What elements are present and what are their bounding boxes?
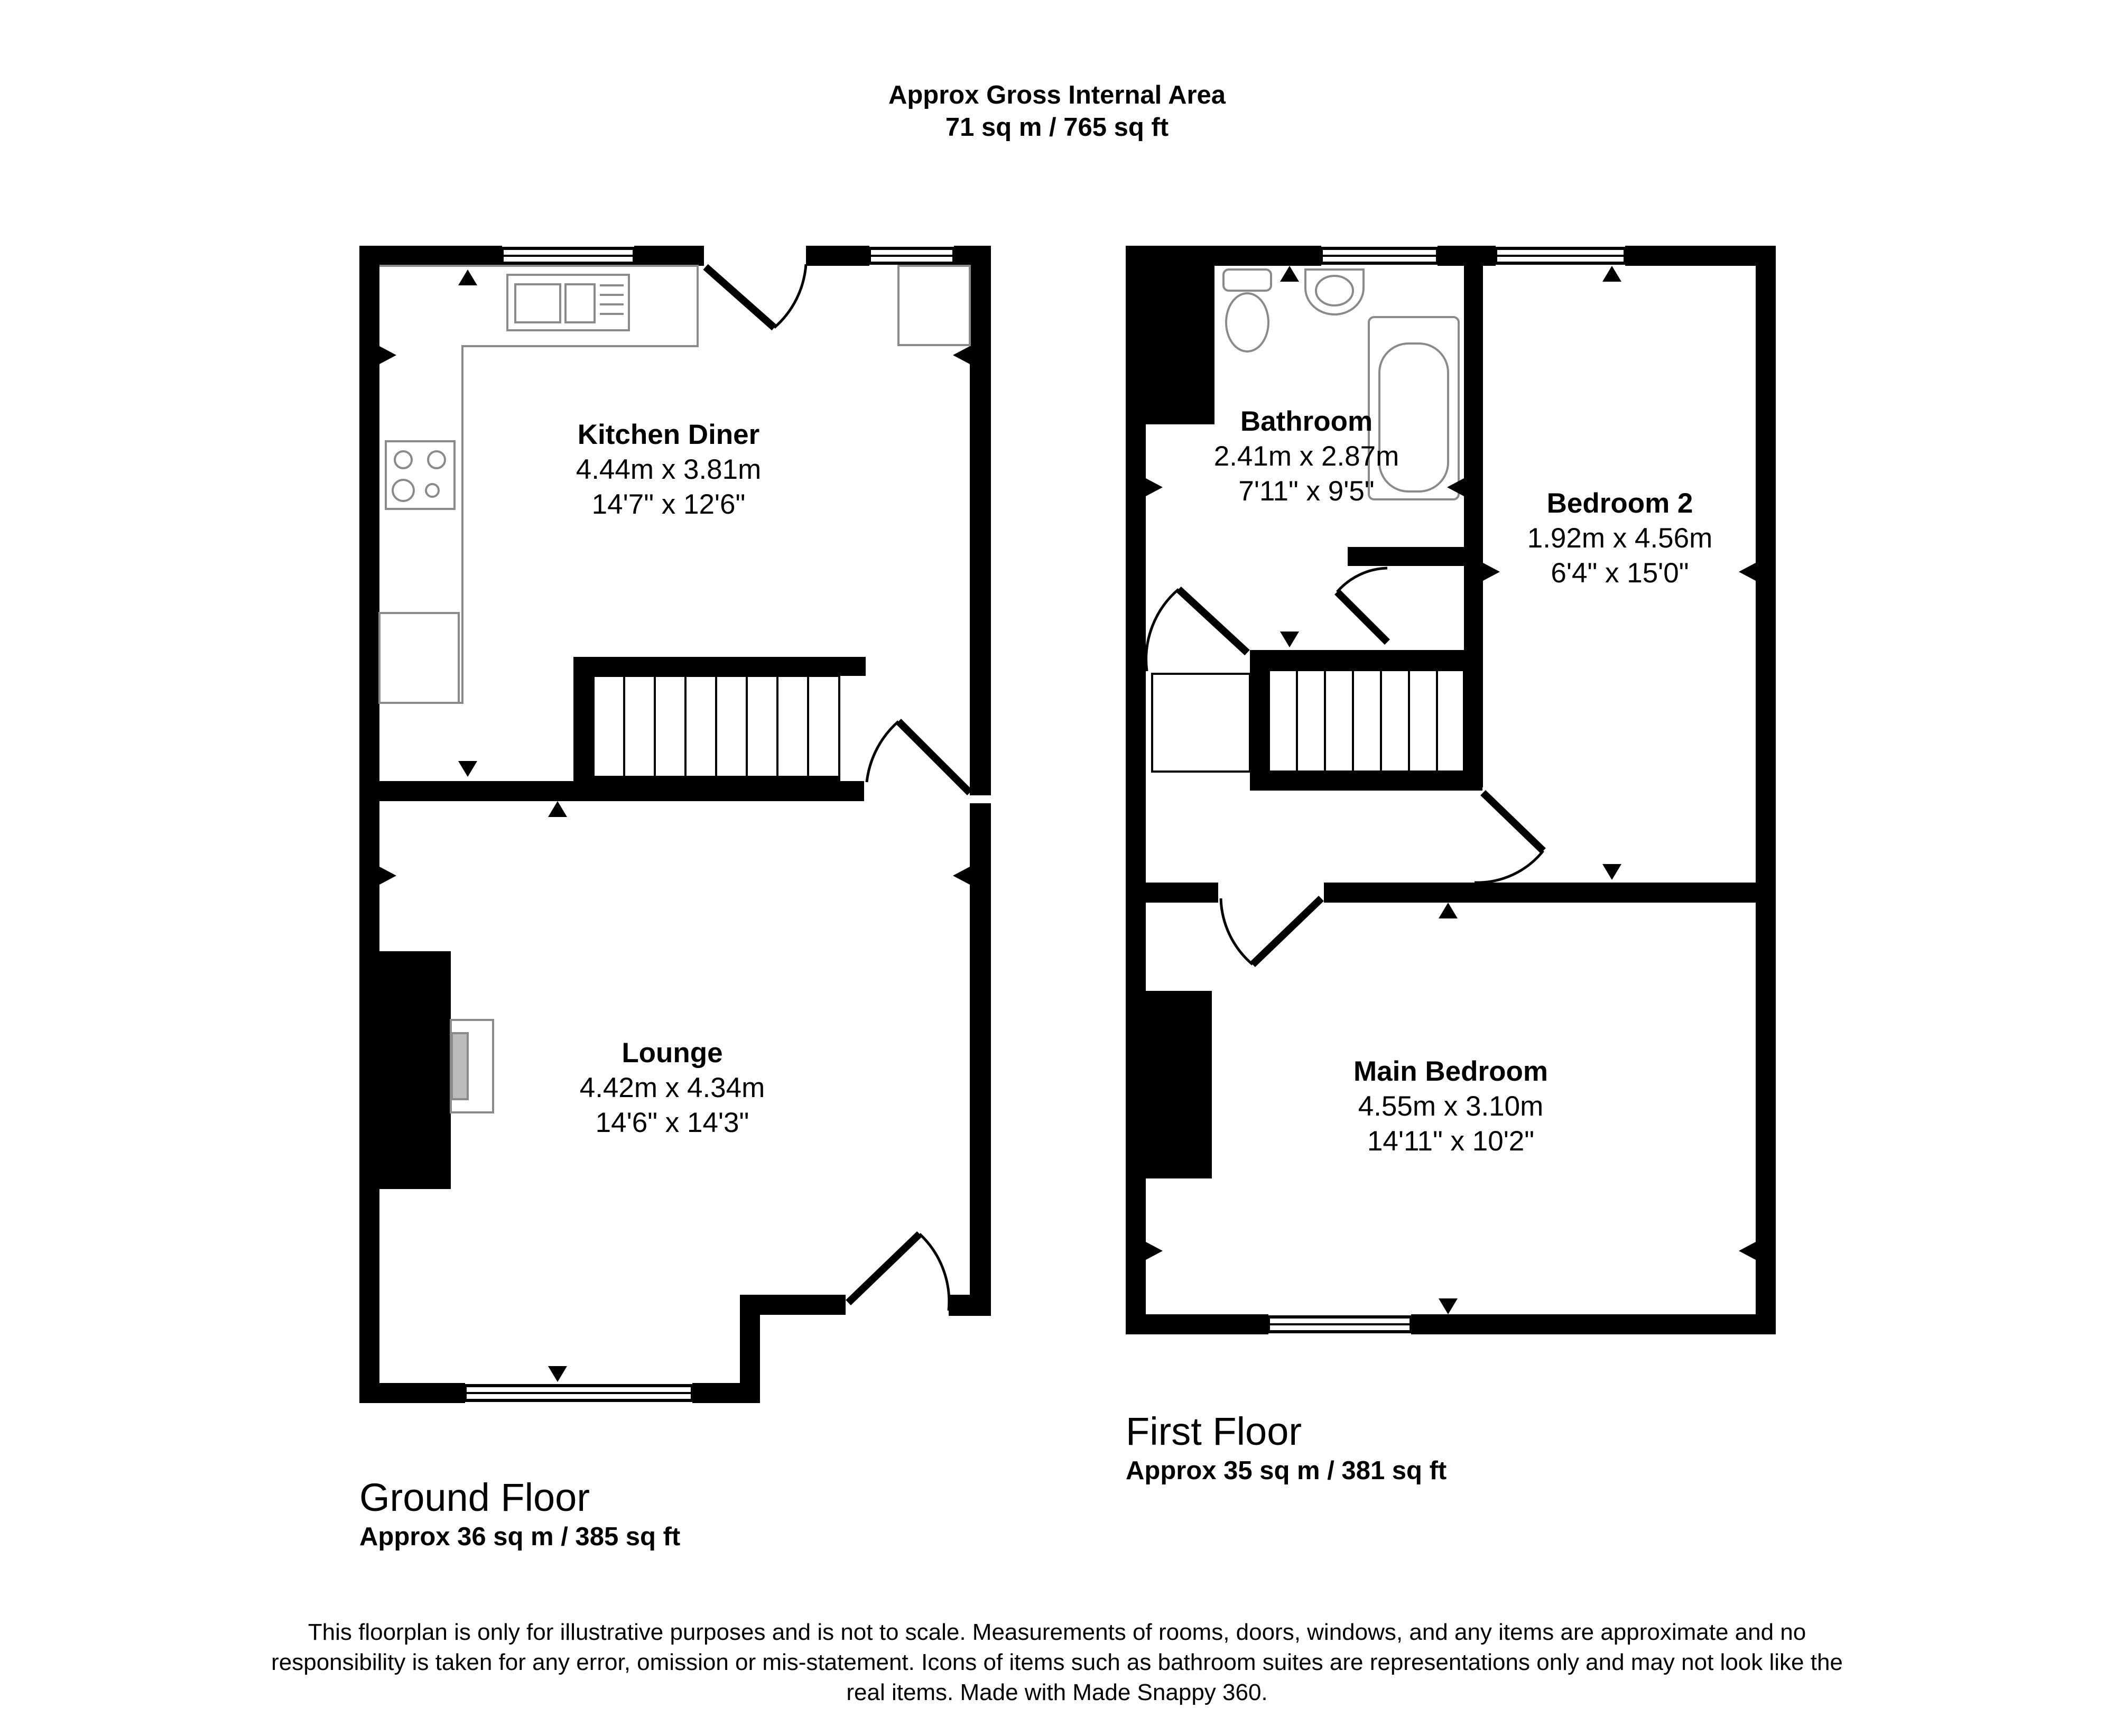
- room-name: Bedroom 2: [1546, 488, 1693, 519]
- room-label-kitchen-diner: [576, 417, 762, 522]
- gross-area-header: [888, 79, 1226, 144]
- room-dimensions-metric: 2.41m x 2.87m: [1213, 441, 1399, 472]
- first-landing-stairs: [1152, 674, 1250, 772]
- door-lounge-front: [848, 1234, 920, 1303]
- first-wall-left: [1126, 246, 1146, 1334]
- first-wall-landing-b: [1324, 883, 1776, 903]
- ground-wall-bottom-right: [692, 1383, 760, 1403]
- floor-area: Approx 36 sq m / 385 sq ft: [359, 1523, 681, 1551]
- ground-wall-top-left: [359, 246, 502, 266]
- ground-wall-kitchen-lounge-a: [359, 781, 571, 801]
- first-chimney-top: [1146, 266, 1214, 424]
- room-dimensions-metric: 4.55m x 3.10m: [1358, 1091, 1544, 1122]
- ground-chimney-breast: [379, 951, 451, 1189]
- first-floor-label: [1126, 1408, 1447, 1487]
- ground-wall-bottom-left: [359, 1383, 465, 1403]
- ground-stair-top: [573, 657, 866, 676]
- door-kitchen-back: [706, 267, 774, 328]
- first-wall-bottom-b: [1411, 1314, 1776, 1334]
- fridge: [898, 266, 970, 345]
- first-wall-top-c: [1625, 246, 1776, 266]
- ground-wall-top-right-a: [806, 246, 869, 266]
- first-wall-top-a: [1126, 246, 1321, 266]
- gross-area-total: 71 sq m / 765 sq ft: [945, 113, 1169, 142]
- room-label-bathroom: [1214, 404, 1399, 509]
- room-dimensions-metric: 1.92m x 4.56m: [1527, 523, 1713, 554]
- door-bedroom2: [1483, 793, 1543, 851]
- room-name: Lounge: [622, 1037, 723, 1069]
- first-wall-stair-top: [1250, 650, 1464, 670]
- first-wall-bottom-a: [1126, 1314, 1268, 1334]
- room-label-main-bedroom: [1353, 1054, 1548, 1159]
- disclaimer-text: This floorplan is only for illustrative purposes and is not to scale. Measurements of rooms, doors, windows, and any items are approximate and no responsibility is taken for any error, omission or mis-statement. Icons of items such as bathroom suites are representations only and may not look like the real items. Made with Made Snappy 360.: [271, 1619, 1843, 1705]
- room-name: Bathroom: [1240, 406, 1373, 437]
- ground-stair-left: [573, 657, 594, 794]
- ground-wall-top-mid: [634, 246, 704, 266]
- door-cupboard: [1337, 592, 1387, 642]
- first-wall-stair-right: [1464, 581, 1483, 787]
- room-dimensions-imperial: 6'4" x 15'0": [1551, 558, 1689, 589]
- room-dimensions-imperial: 14'11" x 10'2": [1367, 1126, 1535, 1157]
- first-wall-cupboard: [1348, 547, 1464, 566]
- room-dimensions-metric: 4.44m x 3.81m: [576, 454, 762, 485]
- kitchen-oven: [379, 613, 459, 703]
- first-wall-stair-left: [1250, 650, 1269, 791]
- ground-stair-bottom: [573, 777, 840, 797]
- first-chimney-bedroom: [1146, 991, 1212, 1178]
- ground-floor-label: [359, 1474, 680, 1553]
- ground-wall-right-low: [970, 803, 991, 1316]
- first-stairs: [1269, 670, 1464, 772]
- room-name: Main Bedroom: [1353, 1056, 1549, 1087]
- floor-title: First Floor: [1126, 1409, 1302, 1453]
- ground-wall-right-foot: [949, 1295, 991, 1316]
- room-dimensions-imperial: 14'7" x 12'6": [591, 489, 746, 520]
- room-label-bedroom-2: [1527, 486, 1713, 591]
- room-label-lounge: [580, 1036, 765, 1140]
- door-kitchen-hall: [898, 721, 970, 793]
- ground-wall-right: [970, 246, 991, 795]
- first-wall-stair-bottom: [1250, 772, 1482, 791]
- toilet-bowl: [1226, 293, 1268, 351]
- toilet-cistern: [1223, 270, 1271, 291]
- gross-area-title: Approx Gross Internal Area: [888, 81, 1226, 109]
- door-bathroom: [1179, 589, 1247, 653]
- floor-area: Approx 35 sq m / 381 sq ft: [1126, 1456, 1447, 1485]
- first-wall-right: [1756, 246, 1776, 1334]
- first-wall-landing-a: [1126, 883, 1218, 903]
- room-dimensions-metric: 4.42m x 4.34m: [579, 1072, 765, 1103]
- room-name: Kitchen Diner: [577, 419, 760, 450]
- ground-wall-left: [359, 246, 379, 1403]
- floor-title: Ground Floor: [359, 1475, 590, 1519]
- room-dimensions-imperial: 14'6" x 14'3": [595, 1107, 749, 1138]
- room-dimensions-imperial: 7'11" x 9'5": [1238, 476, 1375, 507]
- door-main-bedroom: [1253, 898, 1321, 964]
